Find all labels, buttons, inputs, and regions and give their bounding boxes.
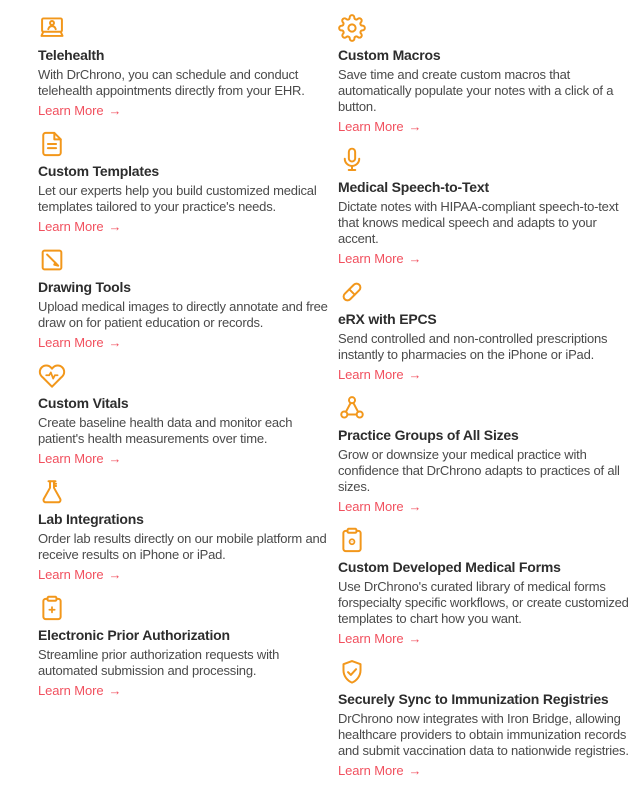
- learn-more-link[interactable]: Learn More →: [38, 335, 122, 350]
- feature-description: Dictate notes with HIPAA-compliant speech-to-text that knows medical speech and adapts to your accent.: [338, 199, 619, 246]
- learn-more-link[interactable]: Learn More →: [338, 119, 422, 134]
- heart-pulse-icon: [38, 362, 66, 390]
- feature-title: Custom Templates: [38, 163, 160, 179]
- feature-title: Custom Vitals: [38, 395, 129, 411]
- feature-description: With DrChrono, you can schedule and conduct telehealth appointments directly from your EHR.: [38, 67, 305, 98]
- feature-title: Telehealth: [38, 47, 105, 63]
- feature-description: Let our experts help you build customized medical templates tailored to your practice's needs.: [38, 183, 317, 214]
- arrow-right-icon: →: [408, 763, 422, 778]
- drawing-pen-icon: [38, 246, 66, 274]
- feature-description: Send controlled and non-controlled prescriptions instantly to pharmacies on the iPhone or iPad.: [338, 331, 608, 362]
- feature-electronic-prior-authorization: [38, 594, 338, 700]
- feature-custom-templates: [38, 130, 338, 236]
- feature-lab-integrations: [38, 478, 338, 584]
- arrow-right-icon: →: [108, 103, 122, 118]
- feature-drawing-tools: [38, 246, 338, 352]
- feature-telehealth: [38, 14, 338, 120]
- feature-custom-medical-forms: [338, 526, 644, 648]
- arrow-right-icon: →: [408, 119, 422, 134]
- pill-icon: [338, 278, 366, 306]
- arrow-right-icon: →: [108, 451, 122, 466]
- arrow-right-icon: →: [108, 567, 122, 582]
- feature-title: Electronic Prior Authorization: [38, 627, 230, 643]
- clipboard-dot-icon: [338, 526, 366, 554]
- arrow-right-icon: →: [408, 251, 422, 266]
- document-lines-icon: [38, 130, 66, 158]
- feature-title: eRX with EPCS: [338, 311, 437, 327]
- feature-description: Order lab results directly on our mobile platform and receive results on iPhone or iPad.: [38, 531, 327, 562]
- feature-title: Medical Speech-to-Text: [338, 179, 489, 195]
- learn-more-link[interactable]: Learn More →: [338, 367, 422, 382]
- arrow-right-icon: →: [108, 219, 122, 234]
- arrow-right-icon: →: [108, 683, 122, 698]
- arrow-right-icon: →: [408, 499, 422, 514]
- network-nodes-icon: [338, 394, 366, 422]
- feature-title: Custom Macros: [338, 47, 441, 63]
- learn-more-link[interactable]: Learn More →: [38, 103, 122, 118]
- shield-check-icon: [338, 658, 366, 686]
- feature-custom-vitals: [38, 362, 338, 468]
- features-column-right: [338, 14, 644, 790]
- feature-erx-with-epcs: [338, 278, 644, 384]
- arrow-right-icon: →: [408, 367, 422, 382]
- learn-more-link[interactable]: Learn More →: [338, 251, 422, 266]
- arrow-right-icon: →: [108, 335, 122, 350]
- feature-description: Save time and create custom macros that automatically populate your notes with a click of a button.: [338, 67, 614, 114]
- feature-description: Use DrChrono's curated library of medical forms forspecialty specific workflows, or create customized templates to chart how you want.: [338, 579, 629, 626]
- feature-description: Grow or downsize your medical practice with confidence that DrChrono adapts to practices of all sizes.: [338, 447, 620, 494]
- telehealth-laptop-icon: [38, 14, 66, 42]
- gear-icon: [338, 14, 366, 42]
- feature-immunization-registries: [338, 658, 644, 780]
- feature-description: DrChrono now integrates with Iron Bridge, allowing healthcare providers to obtain immunization records and submit vaccination data to nationwide registries.: [338, 711, 629, 758]
- learn-more-link[interactable]: Learn More →: [338, 631, 422, 646]
- feature-custom-macros: [338, 14, 644, 136]
- learn-more-link[interactable]: Learn More →: [338, 763, 422, 778]
- learn-more-link[interactable]: Learn More →: [38, 451, 122, 466]
- learn-more-link[interactable]: Learn More →: [38, 683, 122, 698]
- feature-description: Create baseline health data and monitor each patient's health measurements over time.: [38, 415, 293, 446]
- feature-title: Drawing Tools: [38, 279, 131, 295]
- feature-medical-speech-to-text: [338, 146, 644, 268]
- arrow-right-icon: →: [408, 631, 422, 646]
- feature-title: Custom Developed Medical Forms: [338, 559, 561, 575]
- feature-description: Streamline prior authorization requests with automated submission and processing.: [38, 647, 280, 678]
- feature-description: Upload medical images to directly annotate and free draw on for patient education or records.: [38, 299, 328, 330]
- feature-title: Securely Sync to Immunization Registries: [338, 691, 609, 707]
- learn-more-link[interactable]: Learn More →: [38, 567, 122, 582]
- feature-title: Lab Integrations: [38, 511, 144, 527]
- learn-more-link[interactable]: Learn More →: [38, 219, 122, 234]
- feature-title: Practice Groups of All Sizes: [338, 427, 519, 443]
- feature-practice-groups: [338, 394, 644, 516]
- clipboard-plus-icon: [38, 594, 66, 622]
- lab-flask-icon: [38, 478, 66, 506]
- features-column-left: [38, 14, 338, 790]
- learn-more-link[interactable]: Learn More →: [338, 499, 422, 514]
- microphone-icon: [338, 146, 366, 174]
